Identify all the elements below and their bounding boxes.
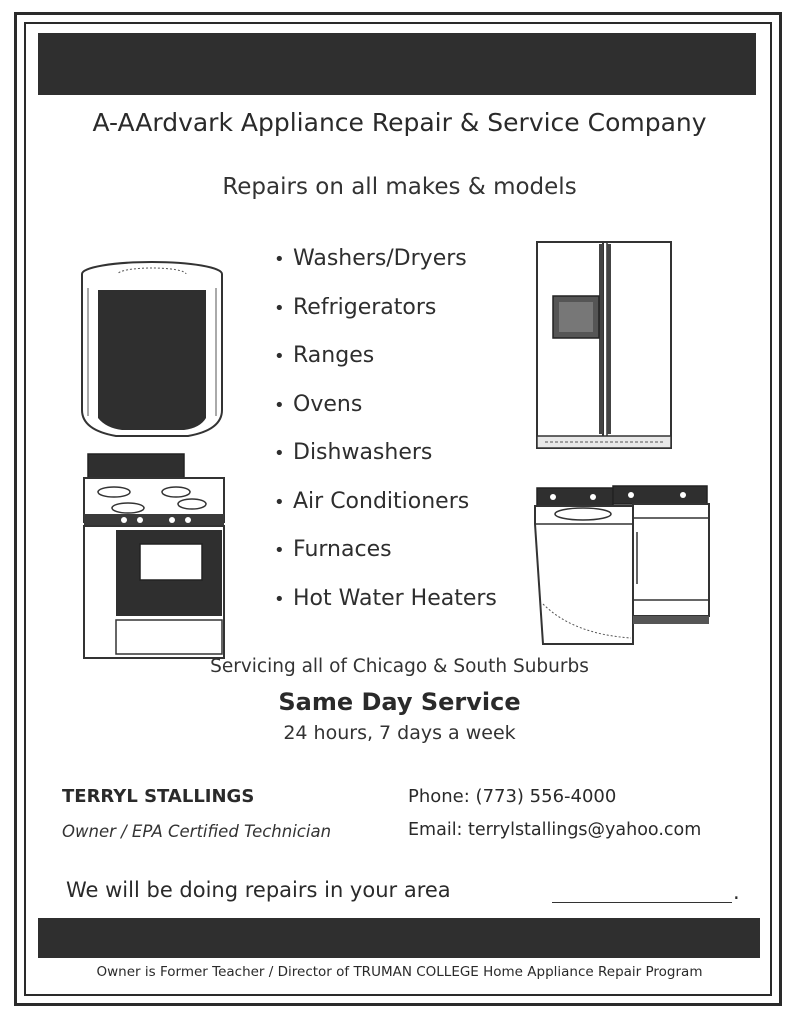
service-item [274, 386, 497, 435]
service-item [274, 483, 497, 532]
email-address: Email: terrylstallings@yahoo.com [408, 820, 702, 840]
service-label: Ranges [293, 343, 375, 368]
service-item [274, 531, 497, 580]
service-label: Ovens [293, 391, 363, 417]
top-banner-bar [38, 33, 756, 95]
phone-number: Phone: (773) 556-4000 [408, 786, 617, 807]
bullet-icon: • [274, 540, 285, 561]
service-label: Furnaces [293, 537, 392, 562]
service-item [274, 337, 497, 386]
bullet-icon: • [274, 443, 285, 464]
tagline: Repairs on all makes & models [222, 174, 577, 200]
service-area-text: Servicing all of Chicago & South Suburbs [210, 656, 589, 677]
footer-note: Owner is Former Teacher / Director of TRUMAN COLLEGE Home Appliance Repair Program [96, 964, 703, 980]
service-item [274, 289, 497, 338]
owner-name: TERRYL STALLINGS [62, 786, 255, 807]
washer-dryer-illustration [533, 484, 713, 650]
refrigerator-illustration [535, 240, 675, 460]
service-label: Dishwashers [293, 440, 433, 465]
company-name: A-AArdvark Appliance Repair & Service Company [92, 108, 707, 137]
repairs-in-area-text: We will be doing repairs in your area [66, 878, 451, 902]
hours-text: 24 hours, 7 days a week [283, 722, 516, 744]
fill-in-blank-line [552, 902, 732, 903]
services-list [274, 240, 497, 628]
bullet-icon: • [274, 394, 285, 416]
service-item [274, 434, 497, 483]
owner-title: Owner / EPA Certified Technician [62, 822, 332, 841]
blank-terminator: . [733, 880, 740, 904]
bullet-icon: • [274, 588, 285, 610]
bullet-icon: • [274, 346, 285, 367]
bullet-icon: • [274, 491, 285, 513]
service-label: Washers/Dryers [293, 246, 467, 271]
service-label: Hot Water Heaters [293, 585, 497, 611]
service-label: Refrigerators [293, 294, 437, 320]
air-conditioner-illustration [76, 260, 228, 444]
service-item [274, 580, 497, 629]
bottom-banner-bar [38, 918, 760, 958]
range-illustration [80, 452, 230, 664]
service-item [274, 240, 497, 289]
bullet-icon: • [274, 297, 285, 319]
bullet-icon: • [274, 249, 285, 270]
service-label: Air Conditioners [293, 488, 470, 514]
same-day-service-heading: Same Day Service [278, 688, 521, 716]
